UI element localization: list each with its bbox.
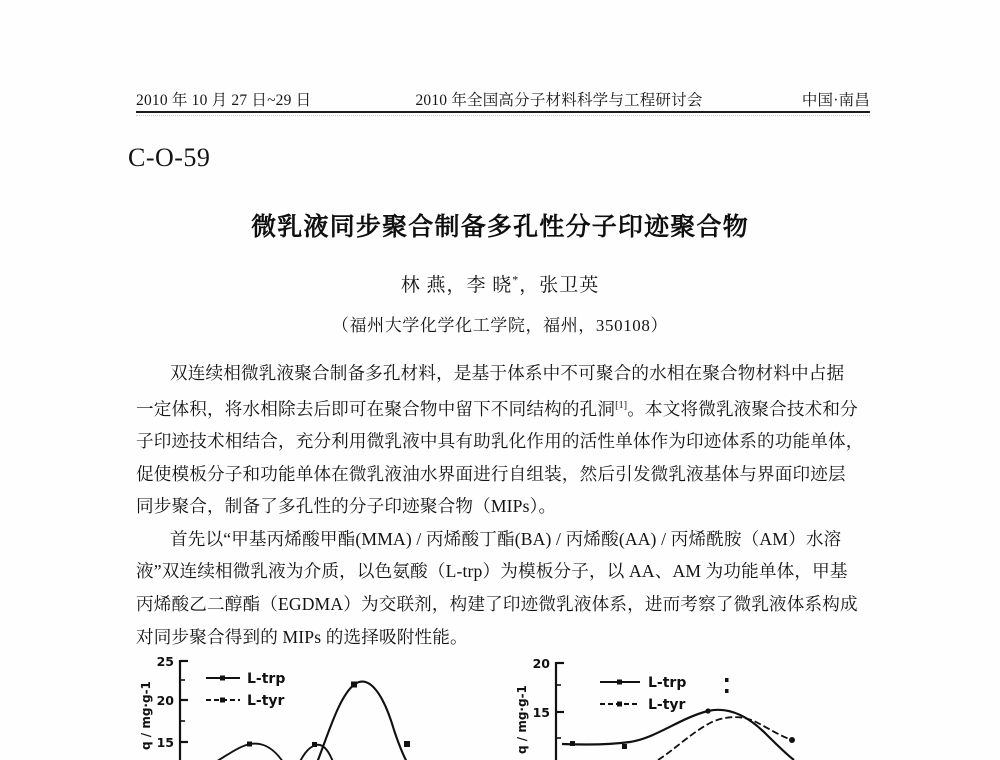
legend-label-l-tyr: L-tyr	[648, 697, 686, 713]
y-tick-label-20: 20	[532, 656, 550, 671]
y-tick-label-15: 15	[532, 705, 550, 720]
legend-marker-l-tyr	[617, 702, 622, 707]
legend-label-l-trp: L-trp	[247, 671, 286, 687]
series-curve-l-trp	[562, 710, 794, 760]
data-point-marker	[789, 737, 795, 743]
body-line: 子印迹技术相结合，充分利用微乳液中具有助乳化作用的活性单体作为印迹体系的功能单体，	[136, 431, 864, 452]
legend-label-l-trp: L-trp	[648, 675, 687, 691]
y-tick-label-15: 15	[156, 735, 174, 750]
series-curve-l-trp	[314, 682, 408, 760]
data-point-marker	[404, 741, 410, 747]
y-tick-label-25: 25	[156, 654, 174, 669]
header-conference-title: 2010 年全国高分子材料科学与工程研讨会	[415, 92, 703, 109]
legend-marker-l-tyr	[220, 698, 225, 703]
corresponding-author-marker: *	[512, 272, 520, 287]
body-line: 对同步聚合得到的 MIPs 的选择吸附性能。	[136, 626, 468, 647]
author-list	[0, 270, 1000, 297]
header-divider-rule	[136, 111, 870, 113]
author-affiliation: （福州大学化学化工学院，福州，350108）	[331, 316, 669, 335]
running-header	[136, 88, 870, 110]
data-point-marker	[570, 741, 575, 746]
y-tick-label-20: 20	[156, 693, 174, 708]
scan-artifact-speck	[725, 689, 729, 693]
body-line: 同步聚合，制备了多孔性的分子印迹聚合物（MIPs）。	[136, 496, 557, 517]
data-point-marker	[247, 742, 252, 747]
body-line: 首先以“甲基丙烯酸甲酯(MMA) / 丙烯酸丁酯(BA) / 丙烯酸(AA) / 丙烯酰胺（AM）水溶	[170, 528, 842, 549]
author-names-secondary: ，张卫英	[519, 275, 600, 296]
data-point-marker-peak	[351, 682, 357, 688]
body-line: 液”双连续相微乳液为介质，以色氨酸（L-trp）为模板分子，以 AA、AM 为功能单体，甲基	[136, 561, 848, 582]
series-curve-l-tyr-mid	[296, 745, 336, 760]
body-line: 一定体积，将水相除去后即可在聚合物中留下不同结构的孔洞[1]。本文将微乳液聚合技术和分	[136, 398, 858, 419]
citation-marker: [1]	[615, 399, 628, 411]
page-title: 微乳液同步聚合制备多孔性分子印迹聚合物	[251, 212, 749, 241]
header-location: 中国·南昌	[801, 92, 870, 109]
scan-artifact-speck	[725, 678, 729, 682]
legend-marker-l-trp	[220, 676, 225, 681]
adsorption-chart-right	[512, 652, 872, 760]
chart-legend	[206, 671, 285, 709]
y-axis-title: q / mg·g-1	[515, 685, 529, 754]
header-date-range: 2010 年 10 月 27 日~29 日	[136, 92, 312, 109]
chart-legend	[600, 675, 686, 713]
author-names-primary: 林 燕，李 晓	[400, 275, 513, 296]
chart-left-svg	[136, 652, 496, 760]
adsorption-chart-left	[136, 652, 496, 760]
body-line: 丙烯酸乙二醇酯（EGDMA）为交联剂，构建了印迹微乳液体系，进而考察了微乳液体系构成	[136, 594, 858, 615]
legend-label-l-tyr: L-tyr	[247, 693, 285, 709]
body-line: 双连续相微乳液聚合制备多孔材料，是基于体系中不可聚合的水相在聚合物材料中占据	[170, 363, 845, 383]
series-curve-l-tyr-left	[196, 744, 288, 760]
paper-id: C-O-59	[128, 143, 211, 172]
header-divider-rule-secondary	[136, 115, 870, 116]
data-point-marker-peak	[705, 708, 710, 713]
legend-marker-l-trp	[617, 680, 622, 685]
data-point-marker	[622, 744, 627, 749]
abstract-body	[136, 357, 872, 653]
body-line: 促使模板分子和功能单体在微乳液油水界面进行自组装，然后引发微乳液基体与界面印迹层	[136, 463, 846, 484]
y-axis-title: q / mg·g-1	[139, 681, 153, 750]
figure-row	[136, 652, 872, 760]
data-point-marker	[312, 742, 317, 747]
chart-right-svg	[512, 652, 872, 760]
